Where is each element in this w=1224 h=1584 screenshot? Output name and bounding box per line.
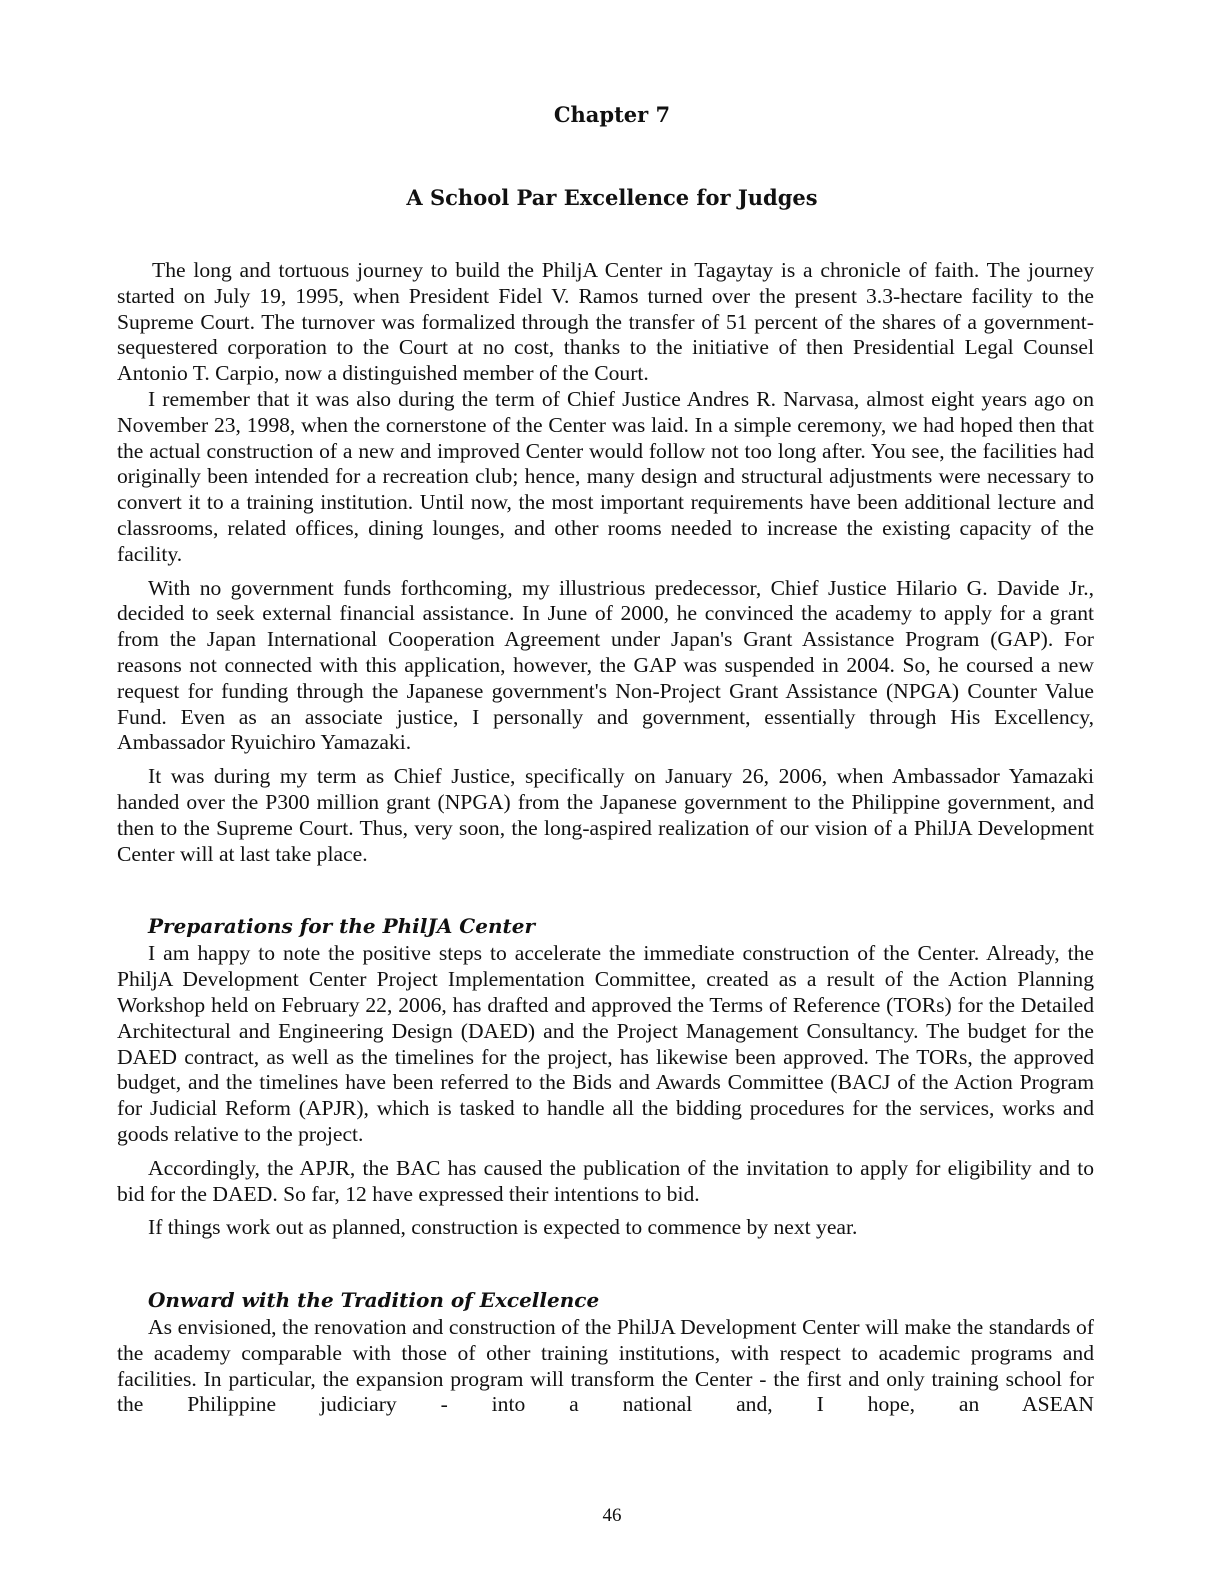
section-heading-preparations: Preparations for the PhilJA Center xyxy=(148,914,535,939)
section-heading-onward: Onward with the Tradition of Excellence xyxy=(148,1288,600,1313)
paragraph: I am happy to note the positive steps to accelerate the immediate construction of the Center. Already, the PhiljA Development Center Project Implementation Committee, created as a result of the Action Planning Workshop held on February 22, 2006, has drafted and approved the Terms of Reference (TORs) for the Detailed Architectural and Engineering Design (DAED) and the Project Management Consultancy. The budget for the DAED contract, as well as the timelines for the project, has likewise been approved. The TORs, the approved budget, and the timelines have been referred to the Bids and Awards Committee (BACJ of the Action Program for Judicial Reform (APJR), which is tasked to handle all the bidding procedures for the services, works and goods relative to the project. xyxy=(117,941,1094,1146)
paragraph: As envisioned, the renovation and construction of the PhilJA Development Center will make the standards of the academy comparable with those of other training institutions, with respect to academic programs and facilities. In particular, the expansion program will transform the Center - the first and only training school for the Philippine judiciary - into a national and, I hope, an ASEAN xyxy=(117,1315,1094,1417)
chapter-title: A School Par Excellence for Judges xyxy=(406,185,818,210)
paragraph: It was during my term as Chief Justice, specifically on January 26, 2006, when Ambassador Yamazaki handed over the P300 million grant (NPGA) from the Japanese government to the Philippine government, and then to the Supreme Court. Thus, very soon, the long-aspired realization of our vision of a PhilJA Development Center will at last take place. xyxy=(117,764,1094,866)
chapter-body xyxy=(117,258,1094,1426)
paragraph: With no government funds forthcoming, my illustrious predecessor, Chief Justice Hilario G. Davide Jr., decided to seek external financial assistance. In June of 2000, he convinced the academy to apply for a grant from the Japan International Cooperation Agreement under Japan's Grant Assistance Program (GAP). For reasons not connected with this application, however, the GAP was suspended in 2004. So, he coursed a new request for funding through the Japanese government's Non-Project Grant Assistance (NPGA) Counter Value Fund. Even as an associate justice, I personally and government, essentially through His Excellency, Ambassador Ryuichiro Yamazaki. xyxy=(117,575,1094,755)
paragraph: If things work out as planned, construction is expected to commence by next year. xyxy=(148,1215,858,1240)
paragraph: The long and tortuous journey to build the PhiljA Center in Tagaytay is a chronicle of faith. The journey started on July 19, 1995, when President Fidel V. Ramos turned over the present 3.3-hectare facility to the Supreme Court. The turnover was formalized through the transfer of 51 percent of the shares of a government-sequestered corporation to the Court at no cost, thanks to the initiative of then Presidential Legal Counsel Antonio T. Carpio, now a distinguished member of the Court. xyxy=(117,258,1094,386)
page-number: 46 xyxy=(602,1505,622,1526)
paragraph: Accordingly, the APJR, the BAC has caused the publication of the invitation to apply for eligibility and to bid for the DAED. So far, 12 have expressed their intentions to bid. xyxy=(117,1155,1094,1206)
paragraph: I remember that it was also during the term of Chief Justice Andres R. Narvasa, almost eight years ago on November 23, 1998, when the cornerstone of the Center was laid. In a simple ceremony, we had hoped then that the actual construction of a new and improved Center would follow not too long after. You see, the facilities had originally been intended for a recreation club; hence, many design and structural adjustments were necessary to convert it to a training institution. Until now, the most important requirements have been additional lecture and classrooms, related offices, dining lounges, and other rooms needed to increase the existing capacity of the facility. xyxy=(117,386,1094,566)
chapter-label: Chapter 7 xyxy=(553,102,671,127)
